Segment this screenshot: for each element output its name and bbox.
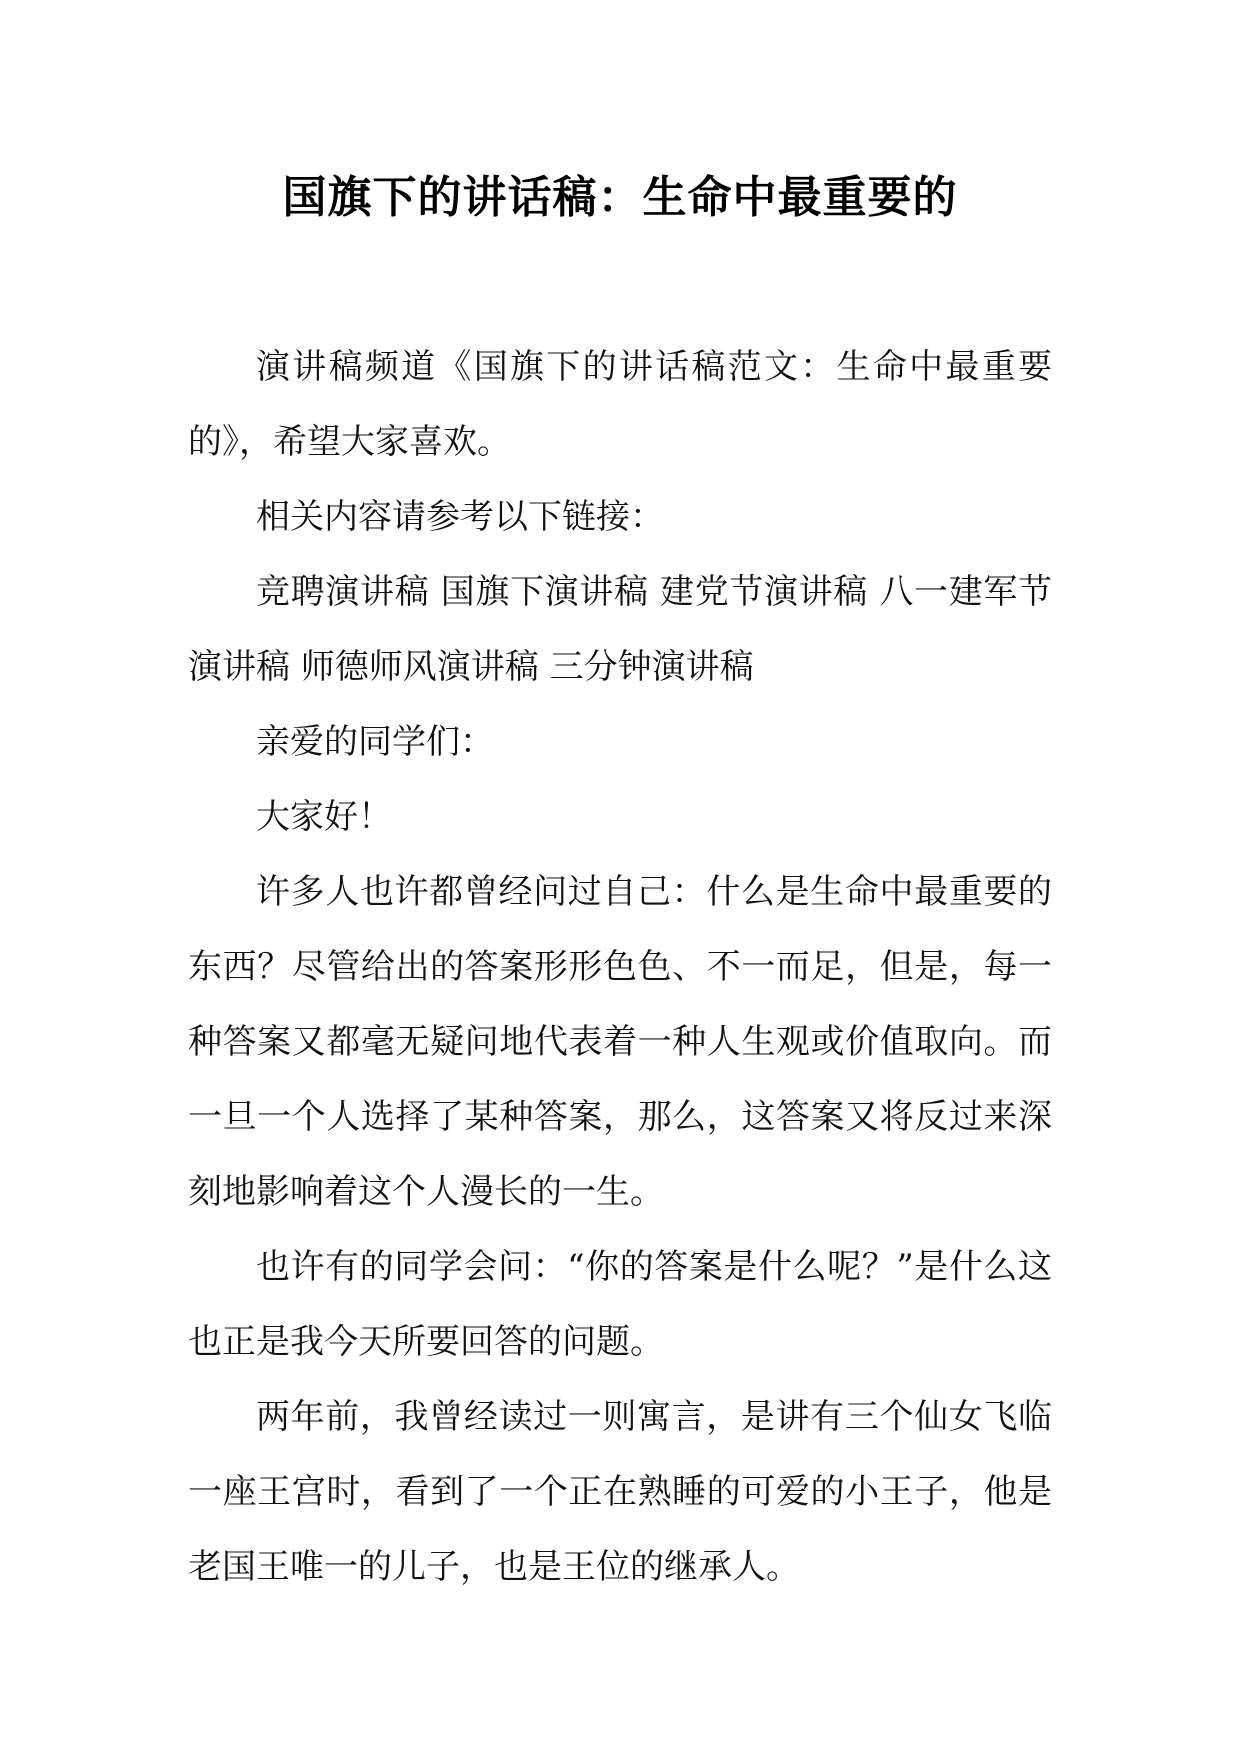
paragraph-salutation: 亲爱的同学们： <box>256 722 494 762</box>
document-body <box>188 330 1052 1605</box>
paragraph-body-1: 许多人也许都曾经问过自己：什么是生命中最重要的东西？尽管给出的答案形形色色、不一而足，但是，每一种答案又都毫无疑问地代表着一种人生观或价值取向。而一旦一个人选择了某种答案，那么，这答案又将反过来深刻地影响着这个人漫长的一生。 <box>188 872 1052 1212</box>
paragraph-link-list: 竞聘演讲稿 国旗下演讲稿 建党节演讲稿 八一建军节演讲稿 师德师风演讲稿 三分钟演讲稿 <box>188 572 1052 687</box>
paragraph-intro: 演讲稿频道《国旗下的讲话稿范文：生命中最重要的》，希望大家喜欢。 <box>188 347 1052 462</box>
document-title: 国旗下的讲话稿：生命中最重要的 <box>282 172 958 223</box>
paragraph-greeting: 大家好！ <box>256 797 392 837</box>
paragraph-related-links: 相关内容请参考以下链接： <box>256 497 664 537</box>
paragraph-body-2: 也许有的同学会问：“你的答案是什么呢？”是什么这也正是我今天所要回答的问题。 <box>188 1247 1052 1362</box>
paragraph-body-3: 两年前，我曾经读过一则寓言，是讲有三个仙女飞临一座王宫时，看到了一个正在熟睡的可爱的小王子，他是老国王唯一的儿子，也是王位的继承人。 <box>188 1397 1052 1587</box>
